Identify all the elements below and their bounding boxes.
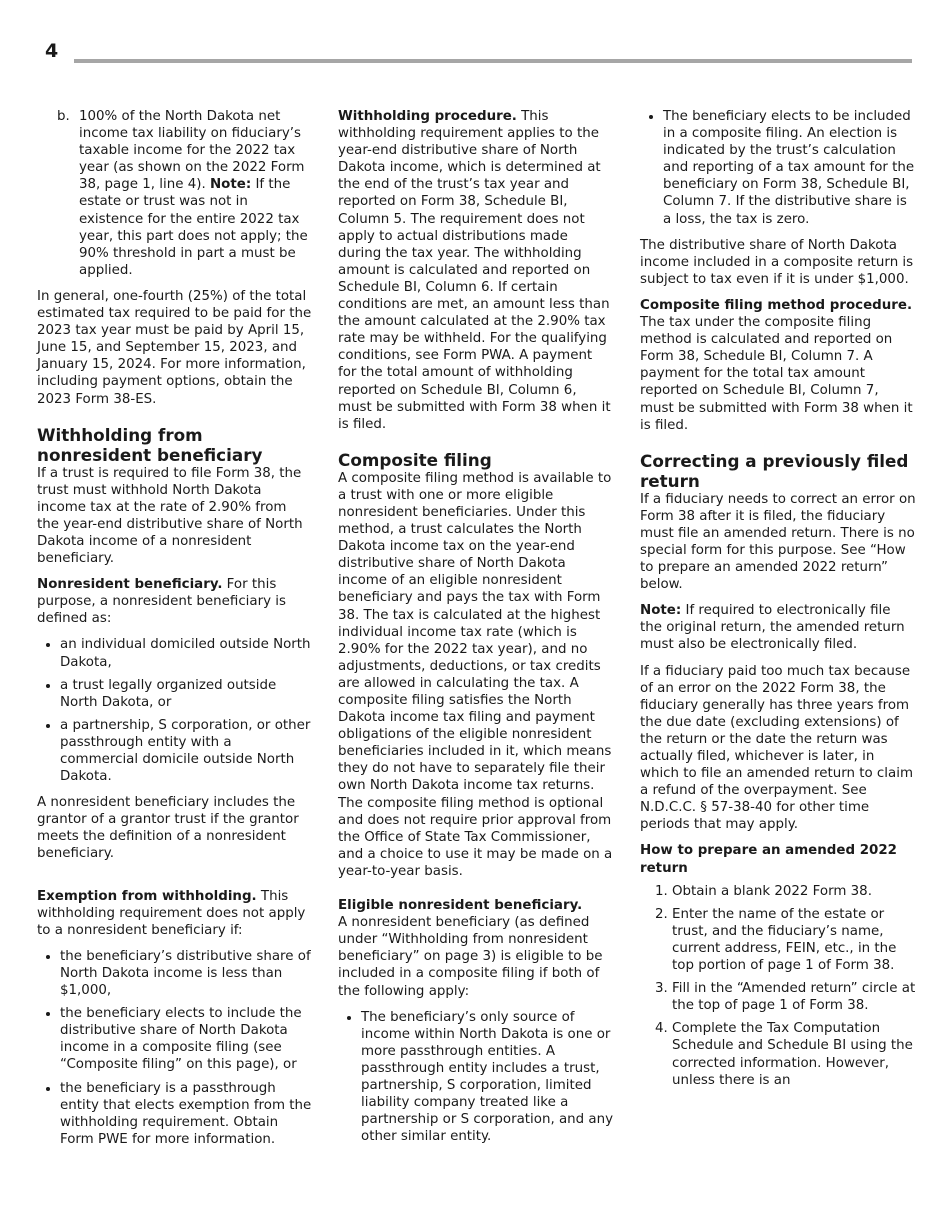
eligible-label: Eligible nonresident beneficiary. [338,898,583,914]
nonresident-list [37,636,312,785]
exemption-text: This withholding requirement does not apply to a nonresident beneficiary if: [37,888,306,938]
overpaid-paragraph: If a fiduciary paid too much tax because of an error on the 2022 Form 38, the fiduciary generally has three years from the due date (excluding extensions) of the return or the date the return was actually filed, whichever is later, in which to file an amended return to claim a refund of the overpayment. See N.D.C.C. § 57-38-40 for other time periods that may apply. [640,663,913,833]
grantor-paragraph: A nonresident beneficiary includes the grantor of a grantor trust if the grantor meets the definition of a nonresident beneficiary. [37,795,299,862]
withholding-paragraph: If a trust is required to file Form 38, the trust must withhold North Dakota income tax at the rate of 2.90% from the year-end distributive share of North Dakota income of a nonresident beneficiary. [37,465,303,567]
procedure-label: Withholding procedure. [338,109,517,124]
header-rule [74,59,912,63]
eligible-heading [338,897,614,914]
note-text: If the estate or trust was not in existence for the entire 2022 tax year, this part does not apply; the 90% threshold in part a must be applied. [79,177,308,278]
list-item-b [57,108,312,279]
note-paragraph [640,602,916,653]
correcting-paragraph: If a fiduciary needs to correct an error on Form 38 after it is filed, the fiduciary must file an amended return. There is no special form for this purpose. See “How to prepare an amended 2022 return” below. [640,491,916,593]
list-item: 3. Fill in the “Amended return” circle at the top of page 1 of Form 38. [672,980,916,1014]
note-text: If required to electronically file the original return, the amended return must also be electronically filed. [640,603,905,653]
list-item: • an individual domiciled outside North Dakota, [60,636,312,670]
composite-paragraph: A composite filing method is available to a trust with one or more eligible nonresident beneficiaries. Under this method, a trust calculates the North Dakota income tax on the year-end distributive share of North Dakota income of an eligible nonresident beneficiary and pays the tax with Form 38. The tax is calculated at the highest individual income tax rate (which is 2.90% for the 2022 tax year), and no adjustments, deductions, or tax credits are allowed in calculating the tax. A composite filing satisfies the North Dakota income tax filing and payment obligations of the eligible nonresident beneficiaries included in it, which means they do not have to separately file their own North Dakota income tax returns. The composite filing method is optional and does not require prior approval from the Office of State Tax Commissioner, and a choice to use it may be made on a year-to-year basis. [338,470,613,879]
amended-steps-list [640,883,916,1089]
note-label: Note: [209,177,252,193]
list-item: • the beneficiary’s distributive share of North Dakota income is less than $1,000, [60,948,312,999]
composite-method-procedure [640,297,916,434]
composite-heading: Composite filing [338,449,492,470]
list-item: • The beneficiary’s only source of income within North Dakota is one or more passthrough entities. A passthrough entity includes a trust, partnership, S corporation, limited liability company treated like a partnership or S corporation, and any other similar entity. [361,1009,614,1146]
distributive-paragraph: The distributive share of North Dakota income included in a composite return is subject to tax even if it is under $1,000. [640,237,914,287]
list-item: 2. Enter the name of the estate or trust, and the fiduciary’s name, current address, FEIN, etc., in the top portion of page 1 of Form 38. [672,906,916,974]
correcting-heading: Correcting a previously filed return [640,450,909,491]
list-item: • a trust legally organized outside North Dakota, or [60,677,312,711]
column-1 [37,108,312,1157]
election-list [640,108,916,228]
eligible-paragraph: A nonresident beneficiary (as defined under “Withholding from nonresident beneficiary” on page 3) is eligible to be included in a composite filing if both of the following apply: [338,915,603,999]
estimated-tax-paragraph: In general, one-fourth (25%) of the total estimated tax required to be paid for the 2023 tax year must be paid by April 15, June 15, and September 15, 2023, and January 15, 2024. For more information, including payment options, obtain the 2023 Form 38-ES. [37,288,312,407]
list-item: • a partnership, S corporation, or other passthrough entity with a commercial domicile outside North Dakota. [60,717,312,785]
threshold-list [37,108,312,279]
list-item: • the beneficiary is a passthrough entity that elects exemption from the withholding requirement. Obtain Form PWE for more information. [60,1080,312,1148]
method-label: Composite filing method procedure. [640,297,913,313]
withholding-procedure [338,108,614,433]
list-item: 4. Complete the Tax Computation Schedule and Schedule BI using the corrected information. However, unless there is an [672,1020,916,1088]
column-3 [640,108,916,1098]
exemption-list [37,948,312,1148]
howto-label: How to prepare an amended 2022 return [640,843,897,876]
list-marker: b. [57,109,70,124]
column-2 [338,108,614,1154]
list-item: • The beneficiary elects to be included in a composite filing. An election is indicated by the trust’s calculation and reporting of a tax amount for the beneficiary on Form 38, Schedule BI, Column 7. If the distributive share is a loss, the tax is zero. [663,108,916,228]
note-label: Note: [640,603,682,619]
exemption-intro [37,888,312,939]
nonresident-definition [37,576,312,627]
withholding-heading: Withholding from nonresident beneficiary [37,424,263,465]
list-item: 1. Obtain a blank 2022 Form 38. [672,883,916,900]
howto-heading [640,842,916,876]
eligible-list [338,1009,614,1146]
page-number: 4 [45,40,59,62]
exemption-label: Exemption from withholding. [37,888,257,904]
list-item: • the beneficiary elects to include the distributive share of North Dakota income in a composite filing (see “Composite filing” on this page), or [60,1005,312,1073]
method-text: The tax under the composite filing method is calculated and reported on Form 38, Schedule BI, Column 7. A payment for the total tax amount reported on Schedule BI, Column 7, must be submitted with Form 38 when it is filed. [640,315,913,433]
nonresident-label: Nonresident beneficiary. [37,577,223,593]
nonresident-text: For this purpose, a nonresident beneficiary is defined as: [37,577,286,627]
item-b-text: 100% of the North Dakota net income tax liability on fiduciary’s taxable income for the 2022 tax year (as shown on the 2022 Form 38, page 1, line 4). [79,109,305,193]
procedure-text: This withholding requirement applies to the year-end distributive share of North Dakota income, which is determined at the end of the trust’s tax year and reported on Form 38, Schedule BI, Column 5. The requirement does not apply to actual distributions made during the tax year. The withholding amount is calculated and reported on Schedule BI, Column 6. If certain conditions are met, an amount less than the amount calculated at the 2.90% tax rate may be withheld. For the qualifying conditions, see Form PWA. A payment for the total amount of withholding reported on Schedule BI, Column 6, must be submitted with Form 38 when it is filed. [338,109,611,432]
